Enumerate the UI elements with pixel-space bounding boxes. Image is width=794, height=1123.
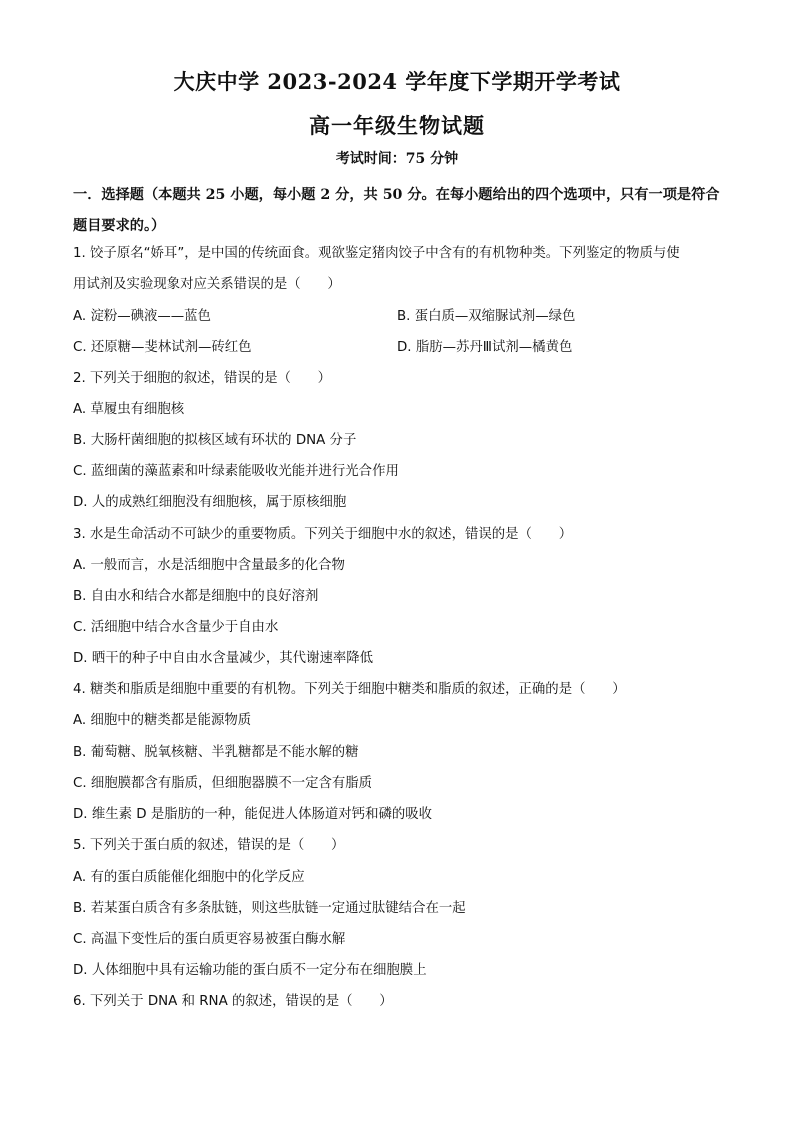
question-4-stem: 4. 糖类和脂质是细胞中重要的有机物。下列关于细胞中糖类和脂质的叙述，正确的是（ ）	[73, 682, 626, 697]
question-2-option-d: D. 人的成熟红细胞没有细胞核，属于原核细胞	[73, 495, 347, 510]
question-3-stem: 3. 水是生命活动不可缺少的重要物质。下列关于细胞中水的叙述，错误的是（ ）	[73, 527, 573, 542]
exam-title: 大庆中学 2023-2024 学年度下学期开学考试	[173, 69, 621, 94]
exam-time: 考试时间：75 分钟	[335, 151, 459, 167]
question-3-option-a: A. 一般而言，水是活细胞中含量最多的化合物	[73, 558, 345, 573]
question-2-stem: 2. 下列关于细胞的叙述，错误的是（ ）	[73, 371, 332, 386]
question-3-option-c: C. 活细胞中结合水含量少于自由水	[73, 620, 279, 635]
question-5-option-c: C. 高温下变性后的蛋白质更容易被蛋白酶水解	[73, 932, 346, 947]
question-3-option-d: D. 晒干的种子中自由水含量减少，其代谢速率降低	[73, 651, 374, 666]
question-2-option-a: A. 草履虫有细胞核	[73, 402, 185, 417]
question-6-stem: 6. 下列关于 DNA 和 RNA 的叙述，错误的是（ ）	[73, 994, 393, 1009]
question-1-option-c: C. 还原糖—斐林试剂—砖红色	[73, 340, 252, 355]
question-2-option-c: C. 蓝细菌的藻蓝素和叶绿素能吸收光能并进行光合作用	[73, 464, 399, 479]
question-1-option-d: D. 脂肪—苏丹Ⅲ试剂—橘黄色	[397, 340, 573, 355]
question-5-option-b: B. 若某蛋白质含有多条肽链，则这些肽链一定通过肽键结合在一起	[73, 901, 466, 916]
question-1-option-b: B. 蛋白质—双缩脲试剂—绿色	[397, 309, 576, 324]
question-1-stem-line1: 1. 饺子原名“娇耳”，是中国的传统面食。观欲鉴定猪肉饺子中含有的有机物种类。下列鉴定的物质与使	[73, 246, 680, 261]
question-4-option-d: D. 维生素 D 是脂肪的一种，能促进人体肠道对钙和磷的吸收	[73, 807, 433, 822]
question-1-option-a: A. 淀粉—碘液——蓝色	[73, 309, 211, 324]
question-5-stem: 5. 下列关于蛋白质的叙述，错误的是（ ）	[73, 838, 345, 853]
question-2-option-b: B. 大肠杆菌细胞的拟核区域有环状的 DNA 分子	[73, 433, 357, 448]
question-4-option-c: C. 细胞膜都含有脂质，但细胞器膜不一定含有脂质	[73, 776, 373, 791]
question-5-option-a: A. 有的蛋白质能催化细胞中的化学反应	[73, 870, 305, 885]
question-4-option-a: A. 细胞中的糖类都是能源物质	[73, 713, 252, 728]
section-heading: 一．选择题（本题共 25 小题，每小题 2 分，共 50 分。在每小题给出的四个选项中，只有一项是符合题目要求的。）	[73, 187, 720, 234]
question-3-option-b: B. 自由水和结合水都是细胞中的良好溶剂	[73, 589, 319, 604]
exam-subtitle: 高一年级生物试题	[309, 113, 485, 138]
question-5-option-d: D. 人体细胞中具有运输功能的蛋白质不一定分布在细胞膜上	[73, 963, 427, 978]
question-4-option-b: B. 葡萄糖、脱氧核糖、半乳糖都是不能水解的糖	[73, 745, 359, 760]
question-1-stem-line2: 用试剂及实验现象对应关系错误的是（ ）	[73, 277, 341, 292]
